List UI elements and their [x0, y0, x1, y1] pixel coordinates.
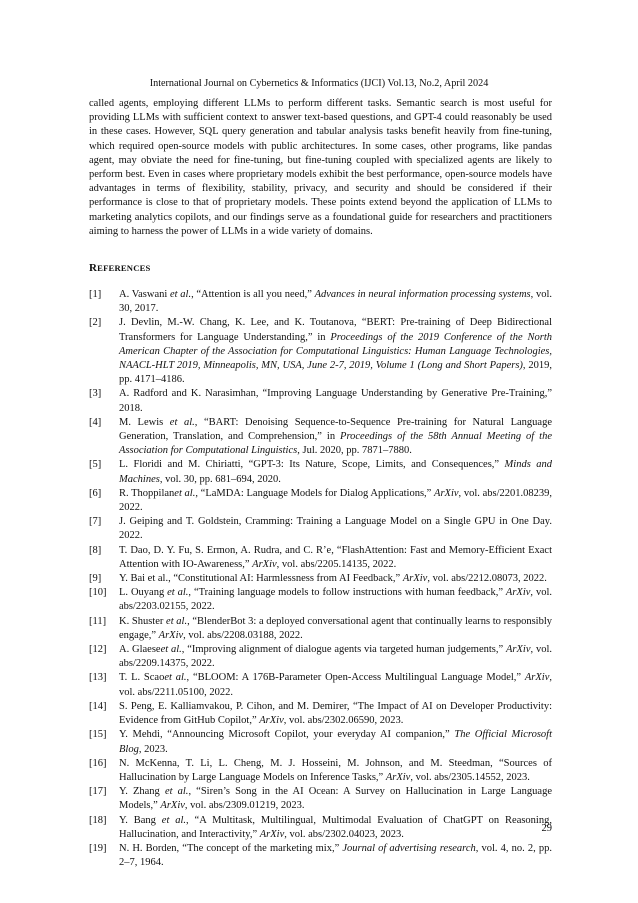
reference-number: [1] — [89, 289, 102, 300]
reference-item — [89, 288, 552, 316]
reference-text: K. Shuster et al., “BlenderBot 3: a deployed conversational agent that continually learns to responsibly engage,” ArXiv, vol. abs/2208.03188, 2022. — [119, 615, 552, 641]
reference-item — [89, 615, 552, 643]
reference-text: J. Geiping and T. Goldstein, Cramming: Training a Language Model on a Single GPU in One Day. 2022. — [119, 516, 552, 542]
reference-item — [89, 544, 552, 572]
running-header: International Journal on Cybernetics & Informatics (IJCI) Vol.13, No.2, April 2024 — [149, 78, 489, 89]
reference-item — [89, 700, 552, 728]
reference-text: T. Dao, D. Y. Fu, S. Ermon, A. Rudra, and C. R’e, “FlashAttention: Fast and Memory-Efficient Exact Attention with IO-Awareness,” ArXiv, vol. abs/2205.14135, 2022. — [119, 544, 552, 570]
reference-text: N. H. Borden, “The concept of the marketing mix,” Journal of advertising research, vol. 4, no. 2, pp. 2–7, 1964. — [119, 842, 552, 869]
reference-item — [89, 487, 552, 515]
reference-number: [6] — [89, 487, 102, 499]
reference-item — [89, 785, 552, 813]
reference-number: [10] — [89, 587, 107, 599]
reference-number: [13] — [89, 672, 107, 684]
reference-item — [89, 416, 552, 459]
reference-number: [15] — [89, 729, 107, 741]
reference-text: S. Peng, E. Kalliamvakou, P. Cihon, and M. Demirer, “The Impact of AI on Developer Productivity: Evidence from GitHub Copilot,” ArXiv, vol. abs/2302.06590, 2023. — [119, 700, 552, 727]
references-heading — [89, 262, 151, 274]
reference-number: [14] — [89, 700, 107, 712]
reference-text: A. Radford and K. Narasimhan, “Improving Language Understanding by Generative Pre-Training,” 2018. — [119, 388, 552, 414]
reference-item — [89, 757, 552, 785]
reference-number: [11] — [89, 615, 107, 627]
reference-item — [89, 814, 552, 842]
reference-number: [17] — [89, 786, 107, 798]
reference-number: [16] — [89, 757, 107, 769]
references-heading-initial: R — [89, 262, 98, 274]
reference-text: Y. Bang et al., “A Multitask, Multilingual, Multimodal Evaluation of ChatGPT on Reasoning, Hallucination, and Interactivity,” ArXiv, vol. abs/2302.04023, 2023. — [119, 814, 552, 840]
reference-item — [89, 643, 552, 671]
reference-number: [3] — [89, 388, 102, 400]
reference-number: [19] — [89, 842, 107, 854]
page-number: 29 — [541, 823, 552, 834]
reference-number: [18] — [89, 814, 107, 826]
reference-number: [2] — [89, 317, 102, 329]
reference-number: [9] — [89, 573, 102, 585]
reference-item — [89, 515, 552, 543]
reference-item — [89, 458, 552, 486]
reference-text: L. Floridi and M. Chiriatti, “GPT-3: Its Nature, Scope, Limits, and Consequences,” Minds and Machines, vol. 30, pp. 681–694, 2020. — [119, 459, 552, 485]
reference-number: [12] — [89, 644, 107, 656]
reference-text: J. Devlin, M.-W. Chang, K. Lee, and K. Toutanova, “BERT: Pre-training of Deep Bidirectional Transformers for Language Understanding,” in Proceedings of the 2019 Conference of the North American Chapter of the Association for Computational Linguistics: Human Language Technologies, NAACL-HLT 2019, Minneapolis, MN, USA, June 2-7, 2019, Volume 1 (Long and Short Papers), 2019, pp. 4171–4186. — [119, 317, 553, 386]
reference-item — [89, 572, 552, 586]
reference-item — [89, 728, 552, 756]
reference-text: N. McKenna, T. Li, L. Cheng, M. J. Hosseini, M. Johnson, and M. Steedman, “Sources of Hallucination by Large Language Models on Inference Tasks,” ArXiv, vol. abs/2305.14552, 2023. — [119, 757, 552, 783]
reference-item — [89, 671, 552, 699]
reference-text: Y. Bai et al., “Constitutional AI: Harmlessness from AI Feedback,” ArXiv, vol. abs/2212.08073, 2022. — [119, 573, 547, 585]
reference-text: Y. Zhang et al., “Siren’s Song in the AI Ocean: A Survey on Hallucination in Large Language Models,” ArXiv, vol. abs/2309.01219, 2023. — [119, 786, 552, 812]
reference-number: [4] — [89, 416, 102, 428]
body-paragraph: called agents, employing different LLMs to perform different tasks. Semantic search is most useful for providing LLMs with sufficient context to answer text-based questions, and GPT-4 could reasonably be used in these cases. However, SQL query generation and tabular analysis tasks benefit heavily from fine-tuning, which required open-source models with public architectures. In some cases, other programs, like pandas agent, may obviate the need for fine-tuning, but fine-tuning coupled with specialized agents are likely to perform best. Even in cases where proprietary models exhibit the best performance, open-source models have advantages in terms of flexibility, stability, privacy, and security and should be considered if their performance is close to that of proprietary models. These points extend beyond the application of LLMs to marketing analytics copilots, and our findings serve as a foundational guide for researchers and practitioners aiming to harness the power of LLMs in a wide variety of domains. — [89, 98, 552, 237]
reference-item — [89, 842, 552, 870]
reference-item — [89, 387, 552, 415]
reference-item — [89, 586, 552, 614]
reference-text: A. Glaeseet al., “Improving alignment of dialogue agents via targeted human judgements,” ArXiv, vol. abs/2209.14375, 2022. — [119, 644, 552, 670]
reference-text: R. Thoppilanet al., “LaMDA: Language Models for Dialog Applications,” ArXiv, vol. abs/2201.08239, 2022. — [119, 487, 552, 514]
reference-text: M. Lewis et al., “BART: Denoising Sequence-to-Sequence Pre-training for Natural Language Generation, Translation, and Comprehension,” in Proceedings of the 58th Annual Meeting of the Association for Computational Linguistics, Jul. 2020, pp. 7871–7880. — [119, 416, 552, 457]
references-heading-rest: EFERENCES — [97, 263, 151, 273]
reference-text: Y. Mehdi, “Announcing Microsoft Copilot, your everyday AI companion,” The Official Microsoft Blog, 2023. — [119, 729, 553, 755]
reference-list — [89, 288, 552, 870]
reference-number: [7] — [89, 516, 102, 528]
reference-item — [89, 316, 552, 387]
reference-text: A. Vaswani et al., “Attention is all you need,” Advances in neural information processing systems, vol. 30, 2017. — [119, 289, 553, 315]
reference-number: [5] — [89, 459, 102, 471]
reference-text: T. L. Scaoet al., “BLOOM: A 176B-Parameter Open-Access Multilingual Language Model,” ArXiv, vol. abs/2211.05100, 2022. — [119, 672, 552, 698]
reference-number: [8] — [89, 544, 102, 556]
reference-text: L. Ouyang et al., “Training language models to follow instructions with human feedback,” ArXiv, vol. abs/2203.02155, 2022. — [119, 587, 552, 613]
